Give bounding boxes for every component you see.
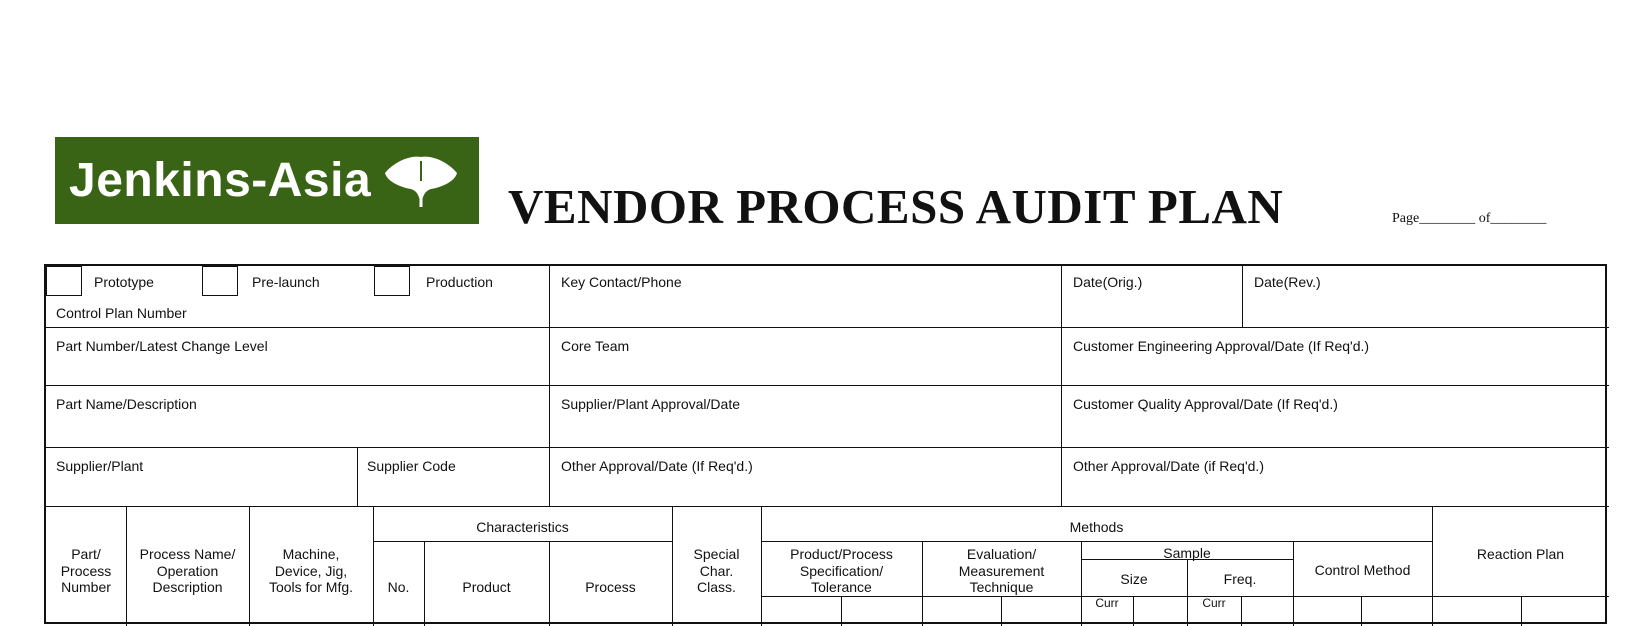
curr-size-header: Curr <box>1095 596 1119 610</box>
date-rev-label: Date(Rev.) <box>1254 274 1321 290</box>
supplier-plant-label: Supplier/Plant <box>56 458 144 474</box>
part-number-label: Part Number/Latest Change Level <box>56 338 268 354</box>
page-number-field[interactable]: Page________ of________ <box>1392 211 1547 226</box>
process-name-header: Process Name/ Operation Description <box>139 546 236 595</box>
other-approval-label-2: Other Approval/Date (if Req'd.) <box>1073 458 1264 474</box>
part-process-number-header: Part/ Process Number <box>60 546 112 595</box>
key-contact-label: Key Contact/Phone <box>561 274 682 290</box>
other-approval-label-1: Other Approval/Date (If Req'd.) <box>561 458 753 474</box>
production-label: Production <box>426 274 493 290</box>
company-logo <box>55 137 479 224</box>
curr-freq-header: Curr <box>1202 596 1226 610</box>
cust-eng-approval-label: Customer Engineering Approval/Date (If Req'd.) <box>1073 338 1370 354</box>
characteristics-header: Characteristics <box>476 519 569 535</box>
reaction-plan-header: Reaction Plan <box>1476 546 1565 562</box>
size-header: Size <box>1120 571 1148 587</box>
audit-plan-form <box>44 264 1607 624</box>
supplier-code-label: Supplier Code <box>367 458 456 474</box>
prelaunch-checkbox[interactable] <box>202 266 238 296</box>
methods-header: Methods <box>1069 519 1124 535</box>
prototype-label: Prototype <box>94 274 154 290</box>
spec-tolerance-header: Product/Process Specification/ Tolerance <box>790 546 893 595</box>
evaluation-header: Evaluation/ Measurement Technique <box>958 546 1045 595</box>
no-header: No. <box>387 579 410 595</box>
control-method-header: Control Method <box>1314 562 1411 578</box>
prelaunch-label: Pre-launch <box>252 274 320 290</box>
special-char-header: Special Char. Class. <box>693 546 740 595</box>
logo-text: Jenkins-Asia <box>69 154 372 207</box>
prototype-checkbox[interactable] <box>46 266 82 296</box>
sample-header: Sample <box>1163 545 1211 561</box>
ginkgo-leaf-icon <box>381 151 461 211</box>
date-orig-label: Date(Orig.) <box>1073 274 1143 290</box>
control-plan-number-label: Control Plan Number <box>56 305 187 321</box>
machine-header: Machine, Device, Jig, Tools for Mfg. <box>268 546 354 595</box>
freq-header: Freq. <box>1223 571 1257 587</box>
cust-quality-approval-label: Customer Quality Approval/Date (If Req'd.) <box>1073 396 1338 412</box>
supplier-approval-label: Supplier/Plant Approval/Date <box>561 396 740 412</box>
product-header: Product <box>462 579 511 595</box>
production-checkbox[interactable] <box>374 266 410 296</box>
page-title: VENDOR PROCESS AUDIT PLAN <box>508 179 1284 234</box>
core-team-label: Core Team <box>561 338 630 354</box>
part-name-label: Part Name/Description <box>56 396 197 412</box>
process-header: Process <box>585 579 636 595</box>
